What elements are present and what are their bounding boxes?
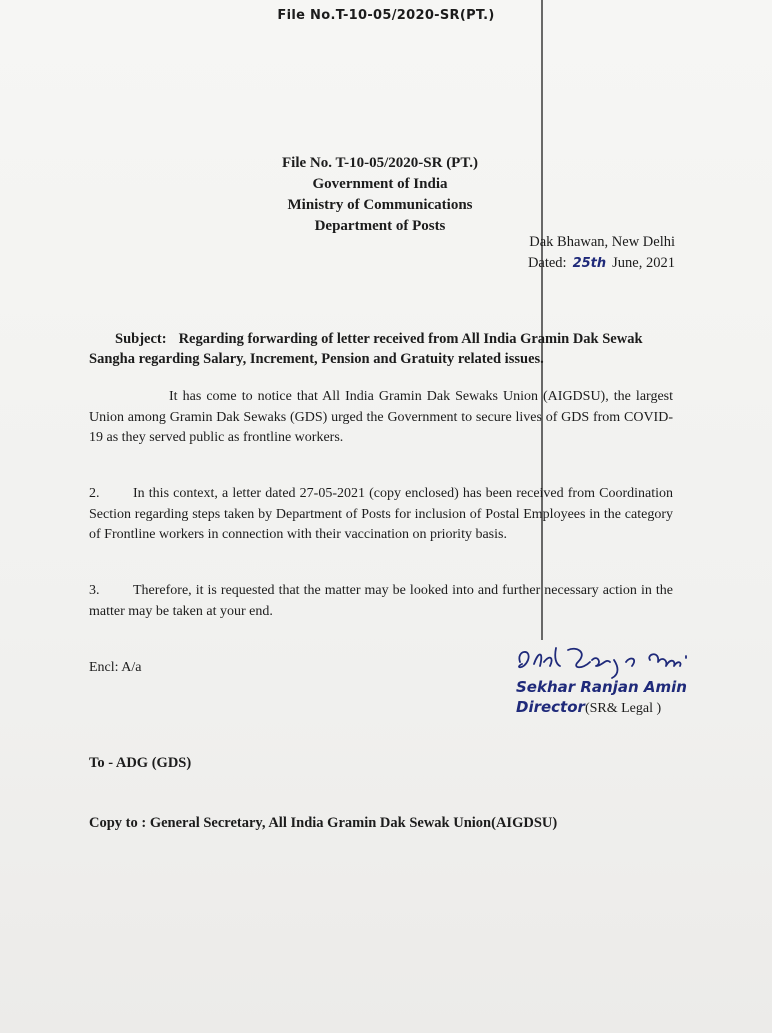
- paragraph-2-text: In this context, a letter dated 27-05-2021 (copy enclosed) has been received from Coordination Section regarding steps taken by Department of Posts for inclusion of Postal Employees in the category of Frontline workers in connection with their vaccination on priority basis.: [89, 486, 673, 542]
- copy-to-line: Copy to : General Secretary, All India Gramin Dak Sewak Union(AIGDSU): [89, 815, 558, 831]
- department-line: Department of Posts: [314, 218, 446, 234]
- paragraph-2: [89, 484, 673, 546]
- subject-text: Regarding forwarding of letter received from All India Gramin Dak Sewak Sangha regarding Salary, Increment, Pension and Gratuity related issues.: [89, 331, 643, 367]
- subject-block: [89, 329, 679, 369]
- subject-label: Subject:: [115, 331, 167, 347]
- place-date-block: [470, 232, 675, 274]
- handwritten-title: Director: [516, 698, 585, 716]
- addressee-line: To - ADG (GDS): [89, 755, 192, 771]
- location-line: Dak Bhawan, New Delhi: [529, 234, 675, 250]
- paragraph-3-text: Therefore, it is requested that the matter may be looked into and further necessary action in the matter may be taken at your end.: [89, 583, 673, 619]
- paragraph-3-number: 3.: [89, 583, 100, 598]
- designation-typed: (SR& Legal ): [584, 701, 662, 716]
- paragraph-3: [89, 581, 673, 622]
- paragraph-1: It has come to notice that All India Gramin Dak Sewaks Union (AIGDSU), the largest Union among Gramin Dak Sewaks (GDS) urged the Government to secure lives of GDS from COVID-19 as they served public as frontline workers.: [89, 389, 673, 445]
- paragraph-2-number: 2.: [89, 486, 100, 501]
- date-line: [470, 253, 675, 274]
- ministry-line: Ministry of Communications: [287, 197, 473, 213]
- handwritten-name: Sekhar Ranjan Amin: [516, 678, 687, 696]
- letterhead-block: [230, 153, 530, 237]
- enclosure-note: Encl: A/a: [89, 660, 142, 675]
- dated-month-year: June, 2021: [612, 255, 675, 271]
- handwritten-day: 25th: [572, 256, 607, 271]
- government-line: Government of India: [312, 176, 448, 192]
- signatory-block: [516, 678, 716, 717]
- header-file-number: File No.T-10-05/2020-SR(PT.): [277, 8, 495, 23]
- dated-label: Dated:: [527, 255, 567, 271]
- file-number: File No. T-10-05/2020-SR (PT.): [282, 155, 478, 171]
